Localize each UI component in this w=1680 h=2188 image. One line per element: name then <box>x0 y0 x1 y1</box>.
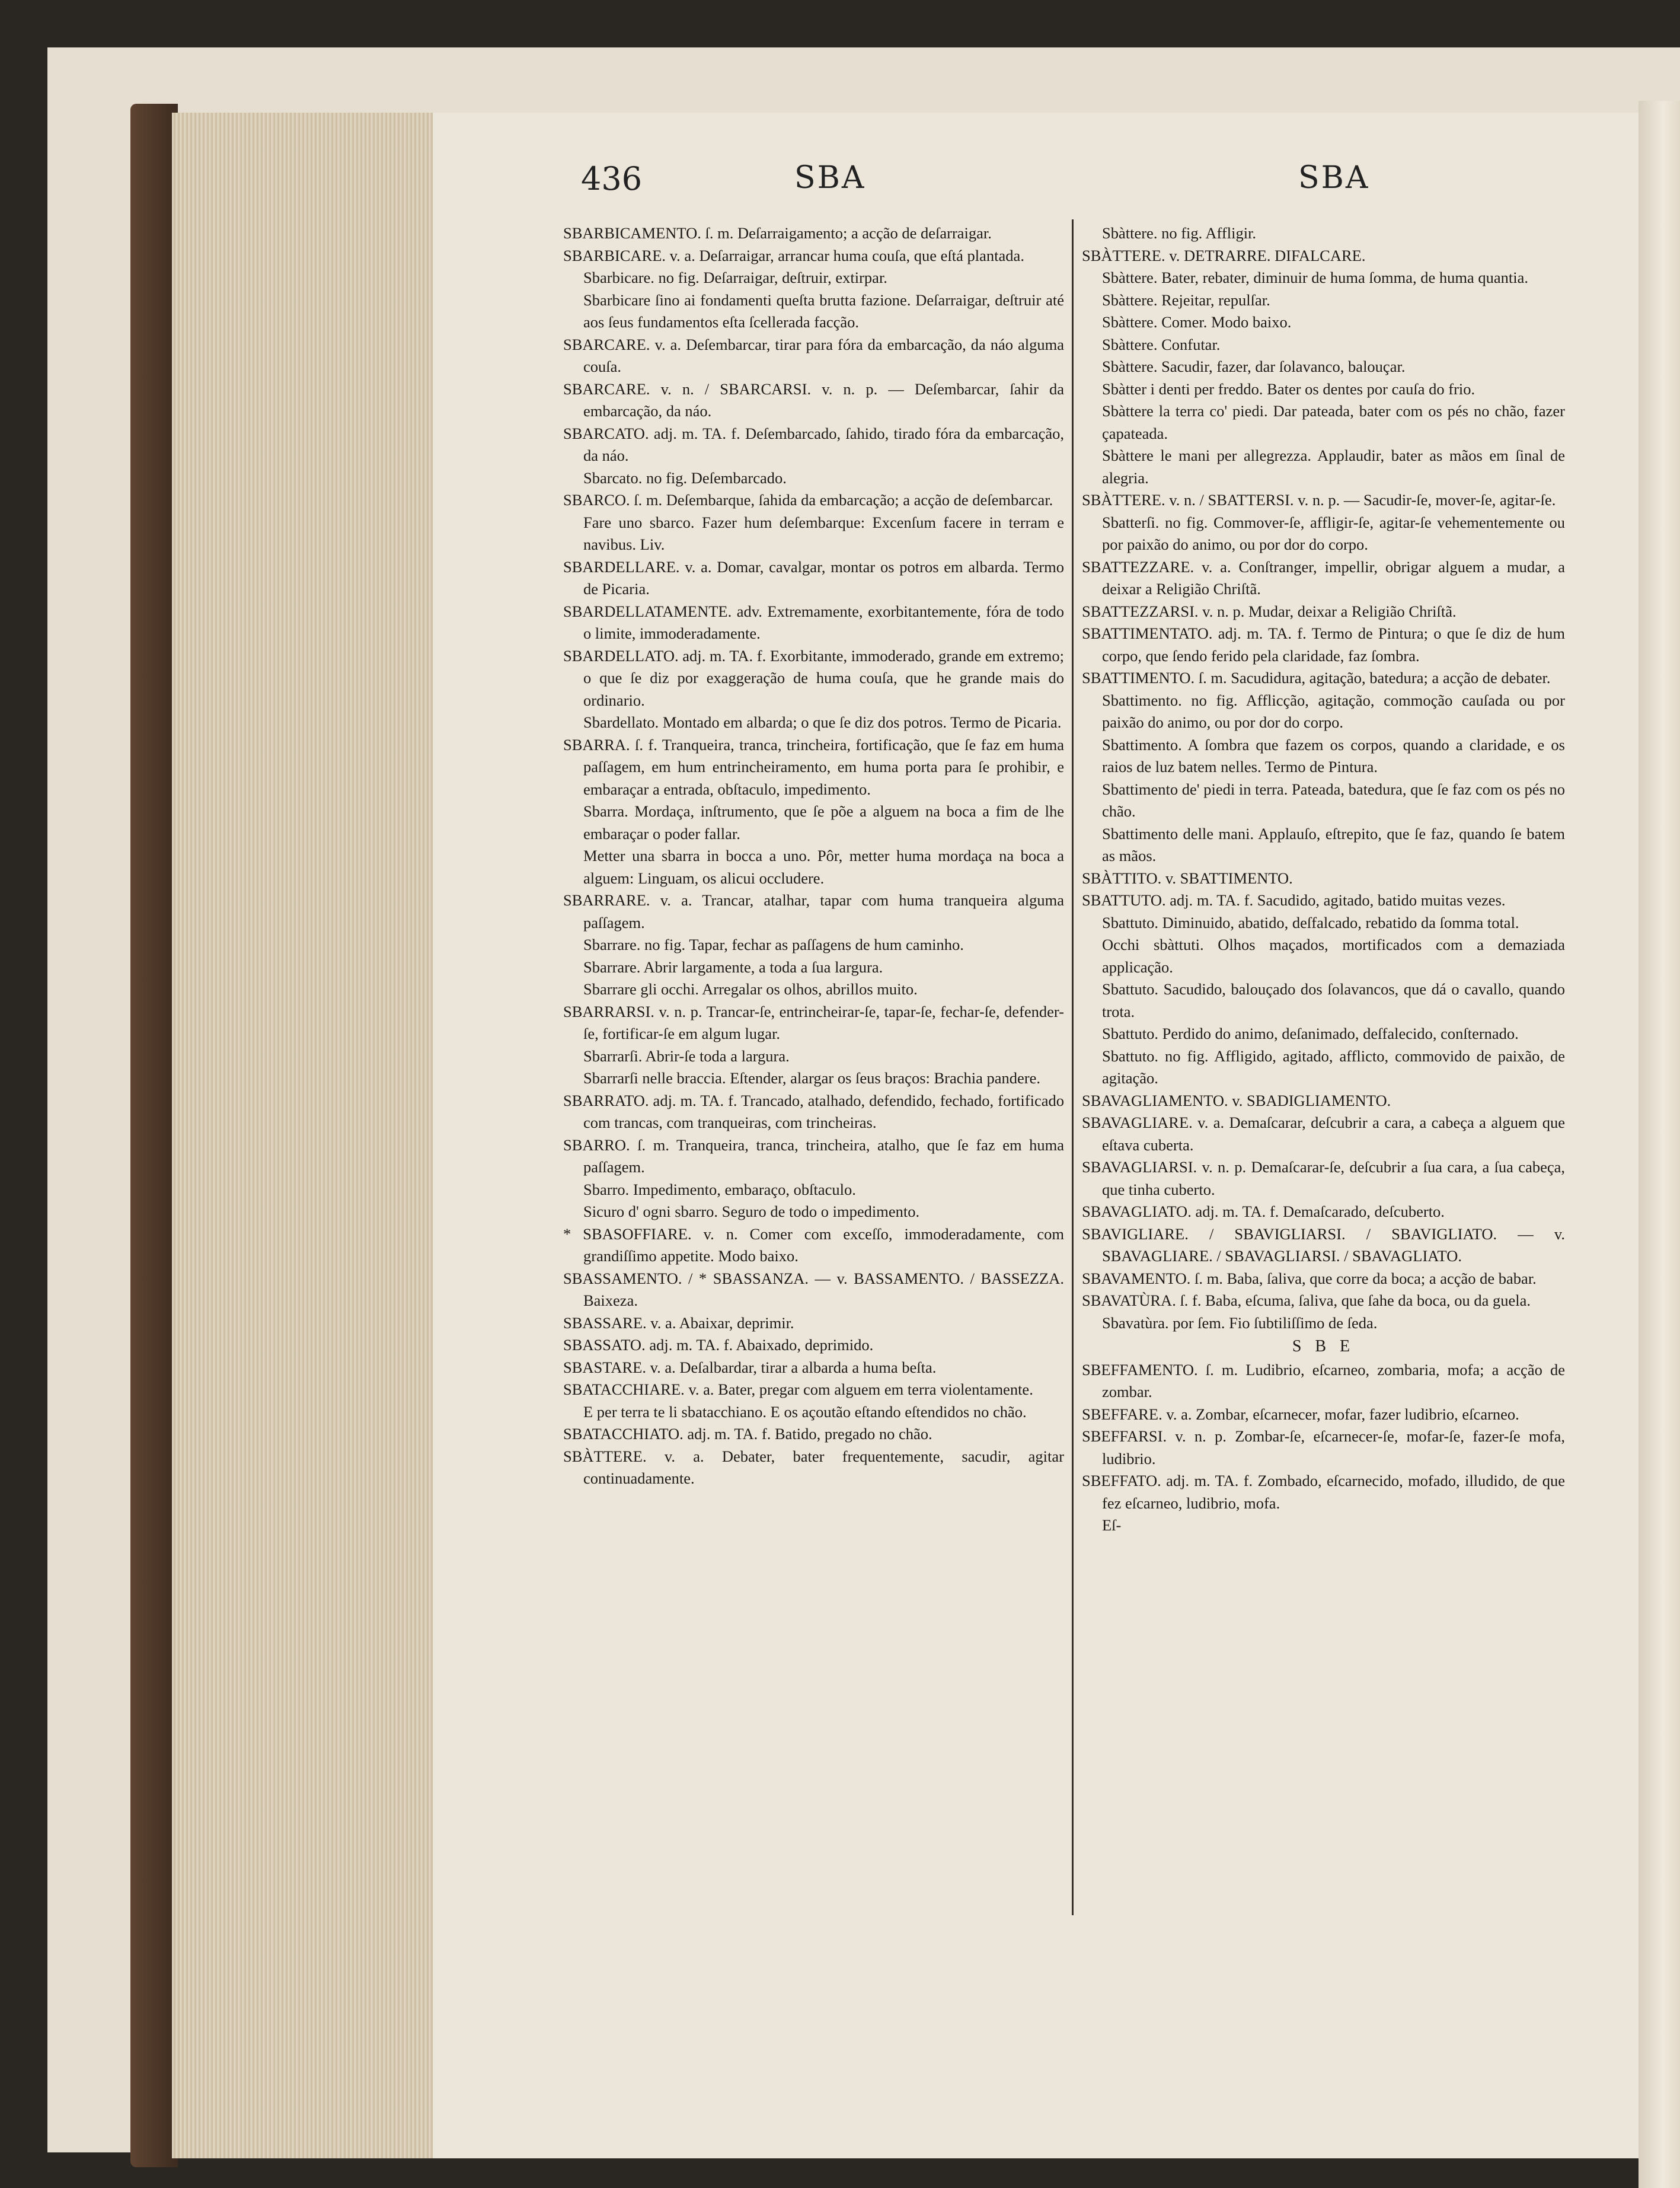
dictionary-entry: Sbàttere. no fig. Affligir. <box>1102 224 1257 242</box>
column-rule <box>1072 219 1074 1915</box>
dictionary-entry: Sbàttere. Comer. Modo baixo. <box>1102 313 1292 331</box>
dictionary-entry: SBAVAGLIATO. adj. m. TA. f. Demaſcarado, deſcuberto. <box>1082 1203 1445 1220</box>
dictionary-entry: SBÀTTERE. v. DETRARRE. DIFALCARE. <box>1082 246 1366 264</box>
dictionary-entry: Sbarrare gli occhi. Arregalar os olhos, abrillos muito. <box>583 980 918 998</box>
dictionary-entry: SBARCARE. v. n. / SBARCARSI. v. n. p. — Deſembarcar, ſahir da embarcação, da náo. <box>563 379 1064 420</box>
dictionary-entry: SBAVIGLIARE. / SBAVIGLIARSI. / SBAVIGLIATO. — v. SBAVAGLIARE. / SBAVAGLIARSI. / SBAVAGLIATO. <box>1082 1224 1565 1265</box>
dictionary-entry: Sbàttere. Sacudir, fazer, dar ſolavanco, balouçar. <box>1102 358 1406 375</box>
dictionary-entry: Sbarrarſi nelle braccia. Eſtender, alargar os ſeus braços: Brachia pandere. <box>583 1069 1040 1087</box>
dictionary-entry: Sbarra. Mordaça, inſtrumento, que ſe põe a alguem na boca a fim de lhe embaraçar o poder fallar. <box>583 802 1064 843</box>
next-page-edge <box>1639 101 1680 2188</box>
dictionary-entry: Sbarrarſi. Abrir-ſe toda a largura. <box>583 1047 790 1065</box>
running-head-right: SBA <box>1298 160 1370 196</box>
dictionary-entry: SBATTIMENTO. ſ. m. Sacudidura, agitação, batedura; a acção de debater. <box>1082 669 1551 687</box>
dictionary-entry: SBARBICARE. v. a. Deſarraigar, arrancar huma couſa, que eſtá plantada. <box>563 246 1024 264</box>
dictionary-entry: Sbàttere la terra co' piedi. Dar pateada, bater com os pés no chão, fazer çapateada. <box>1102 402 1565 442</box>
dictionary-entry: SBAVAGLIAMENTO. v. SBADIGLIAMENTO. <box>1082 1091 1391 1109</box>
dictionary-entry: SBARDELLARE. v. a. Domar, cavalgar, montar os potros em albarda. Termo de Picaria. <box>563 557 1064 598</box>
dictionary-entry: SBARCO. ſ. m. Deſembarque, ſahida da embarcação; a acção de deſembarcar. <box>563 491 1053 509</box>
dictionary-entry: SBARDELLATAMENTE. adv. Extremamente, exorbitantemente, fóra de todo o limite, immoderadamente. <box>563 602 1064 642</box>
dictionary-entry: Sbattuto. Perdido do animo, deſanimado, deſfalecido, conſternado. <box>1102 1025 1519 1042</box>
page-header <box>581 160 1490 213</box>
dictionary-entry: SBÀTTERE. v. n. / SBATTERSI. v. n. p. — Sacudir-ſe, mover-ſe, agitar-ſe. <box>1082 491 1556 509</box>
dictionary-entry: Metter una sbarra in bocca a uno. Pôr, metter huma mordaça na boca a alguem: Linguam, os alicui occludere. <box>583 847 1064 887</box>
dictionary-entry: Sbattuto. Sacudido, balouçado dos ſolavancos, que dá o cavallo, quando trota. <box>1102 980 1565 1020</box>
dictionary-entry: SBAVAMENTO. ſ. m. Baba, ſaliva, que corre da boca; a acção de babar. <box>1082 1269 1537 1287</box>
dictionary-entry: SBARRATO. adj. m. TA. f. Trancado, atalhado, defendido, fechado, fortificado com trancas, com tranqueiras, com trincheiras. <box>563 1091 1064 1131</box>
dictionary-entry: Sbarro. Impedimento, embaraço, obſtaculo. <box>583 1180 856 1198</box>
dictionary-entry: Sbàtter i denti per freddo. Bater os dentes por cauſa do frio. <box>1102 379 1475 398</box>
dictionary-entry: Sbarbicare ſino ai fondamenti queſta brutta fazione. Deſarraigar, deſtruir até aos ſeus fundamentos eſta ſcellerada facção. <box>583 291 1064 331</box>
dictionary-entry: SBEFFARE. v. a. Zombar, eſcarnecer, mofar, fazer ludibrio, eſcarneo. <box>1082 1405 1519 1423</box>
dictionary-entry: SBATTIMENTATO. adj. m. TA. f. Termo de Pintura; o que ſe diz de hum corpo, que ſendo ferido pela claridade, faz ſombra. <box>1082 624 1565 665</box>
dictionary-entry: * SBASOFFIARE. v. n. Comer com exceſſo, immoderadamente, com grandiſſimo appetite. Modo baixo. <box>563 1224 1064 1265</box>
dictionary-entry: Sbàttere le mani per allegrezza. Applaudir, bater as mãos em ſinal de alegria. <box>1102 446 1565 487</box>
dictionary-entry: SBÀTTITO. v. SBATTIMENTO. <box>1082 869 1293 887</box>
dictionary-entry: Sbattuto. no fig. Affligido, agitado, afflicto, commovido de paixão, de agitação. <box>1102 1047 1565 1087</box>
dictionary-entry: SBASSAMENTO. / * SBASSANZA. — v. BASSAMENTO. / BASSEZZA. Baixeza. <box>563 1269 1064 1309</box>
dictionary-entry: Sbardellato. Montado em albarda; o que ſe diz dos potros. Termo de Picaria. <box>583 713 1062 731</box>
dictionary-entry: SBARRARSI. v. n. p. Trancar-ſe, entrincheirar-ſe, tapar-ſe, fechar-ſe, defender-ſe, fortificar-ſe em algum lugar. <box>563 1002 1064 1042</box>
dictionary-entry: SBAVAGLIARE. v. a. Demaſcarar, deſcubrir a cara, a cabeça a alguem que eſtava cuberta. <box>1082 1114 1565 1154</box>
dictionary-entry: Sbarcato. no fig. Deſembarcado. <box>583 468 787 487</box>
dictionary-entry: SBAVATÙRA. ſ. f. Baba, eſcuma, ſaliva, que ſahe da boca, ou da guela. <box>1082 1291 1531 1309</box>
right-column <box>1082 222 1565 1930</box>
dictionary-entry: SBARDELLATO. adj. m. TA. f. Exorbitante, immoderado, grande em extremo; o que ſe diz por exaggeração de huma couſa, que he grande mais do ordinario. <box>563 646 1064 709</box>
dictionary-entry: SBATTEZZARSI. v. n. p. Mudar, deixar a Religião Chriſtã. <box>1082 602 1457 620</box>
dictionary-entry: Sbàttere. Rejeitar, repulſar. <box>1102 291 1270 309</box>
dictionary-entry: SBEFFAMENTO. ſ. m. Ludibrio, eſcarneo, zombaria, mofa; a acção de zombar. <box>1082 1360 1565 1401</box>
dictionary-entry: SBEFFARSI. v. n. p. Zombar-ſe, eſcarnecer-ſe, mofar-ſe, fazer-ſe mofa, ludibrio. <box>1082 1427 1565 1468</box>
dictionary-entry: Sbàttere. Bater, rebater, diminuir de huma ſomma, de huma quantia. <box>1102 269 1529 286</box>
page-number: 436 <box>581 160 643 197</box>
dictionary-entry: Sbattimento. A ſombra que fazem os corpos, quando a claridade, e os raios de luz batem nelles. Termo de Pintura. <box>1102 735 1565 776</box>
dictionary-entry: Sbarbicare. no fig. Deſarraigar, deſtruir, extirpar. <box>583 269 887 286</box>
page-edges <box>172 113 434 2158</box>
dictionary-entry: Sicuro d' ogni sbarro. Seguro de todo o impedimento. <box>583 1203 920 1220</box>
dictionary-entry: Occhi sbàttuti. Olhos maçados, mortificados com a demaziada applicação. <box>1102 936 1565 976</box>
dictionary-entry: Sbàttere. Confutar. <box>1102 335 1221 353</box>
dictionary-entry: SBAVAGLIARSI. v. n. p. Demaſcarar-ſe, deſcubrir a ſua cara, a ſua cabeça, que tinha cuberto. <box>1082 1158 1565 1198</box>
dictionary-entry: Eſ- <box>1102 1516 1122 1534</box>
dictionary-entry: Fare uno sbarco. Fazer hum deſembarque: Excenſum facere in terram e navibus. Liv. <box>583 513 1064 553</box>
dictionary-entry: SBASSATO. adj. m. TA. f. Abaixado, deprimido. <box>563 1336 874 1354</box>
dictionary-entry: Sbattimento delle mani. Applauſo, eſtrepito, que ſe faz, quando ſe batem as mãos. <box>1102 824 1565 865</box>
dictionary-entry: Sbarrare. no fig. Tapar, fechar as paſſagens de hum caminho. <box>583 936 964 953</box>
dictionary-entry: Sbattimento de' piedi in terra. Pateada, batedura, que ſe faz com os pés no chão. <box>1102 780 1565 820</box>
dictionary-entry: SBASSARE. v. a. Abaixar, deprimir. <box>563 1313 794 1332</box>
dictionary-entry: SBATACCHIATO. adj. m. TA. f. Batido, pregado no chão. <box>563 1425 932 1443</box>
dictionary-entry: Sbattimento. no fig. Afflicção, agitação, commoção cauſada ou por paixão do animo, ou por dor do corpo. <box>1102 691 1565 731</box>
dictionary-entry: E per terra te li sbatacchiano. E os açoutão eſtando eſtendidos no chão. <box>583 1402 1027 1421</box>
dictionary-entry: SBARRO. ſ. m. Tranqueira, tranca, trincheira, atalho, que ſe faz em huma paſſagem. <box>563 1136 1064 1176</box>
book-cover <box>130 104 178 2167</box>
running-head-left: SBA <box>794 160 866 196</box>
dictionary-entry: SBATACCHIARE. v. a. Bater, pregar com alguem em terra violentamente. <box>563 1380 1033 1398</box>
dictionary-entry: Sbatterſi. no fig. Commover-ſe, affligir-ſe, agitar-ſe vehementemente ou por paixão do animo, ou por dor do corpo. <box>1102 513 1565 553</box>
section-heading: S B E <box>1292 1337 1355 1355</box>
dictionary-entry: SBARCARE. v. a. Deſembarcar, tirar para fóra da embarcação, da náo alguma couſa. <box>563 335 1064 375</box>
dictionary-entry: SBARRARE. v. a. Trancar, atalhar, tapar com huma tranqueira alguma paſſagem. <box>563 891 1064 932</box>
dictionary-entry: SBARBICAMENTO. ſ. m. Deſarraigamento; a acção de deſarraigar. <box>563 224 992 242</box>
dictionary-entry: SBATTUTO. adj. m. TA. f. Sacudido, agitado, batido muitas vezes. <box>1082 891 1506 909</box>
dictionary-entry: SBATTEZZARE. v. a. Conſtranger, impellir, obrigar alguem a mudar, a deixar a Religião Chriſtã. <box>1082 557 1565 598</box>
dictionary-entry: SBÀTTERE. v. a. Debater, bater frequentemente, sacudir, agitar continuadamente. <box>563 1447 1064 1487</box>
left-column <box>563 222 1064 1930</box>
dictionary-entry: SBEFFATO. adj. m. TA. f. Zombado, eſcarnecido, mofado, illudido, de que fez eſcarneo, ludibrio, mofa. <box>1082 1472 1565 1512</box>
dictionary-entry: Sbattuto. Diminuido, abatido, deſfalcado, rebatido da ſomma total. <box>1102 913 1519 932</box>
dictionary-entry: SBARCATO. adj. m. TA. f. Deſembarcado, ſahido, tirado fóra da embarcação, da náo. <box>563 424 1064 464</box>
dictionary-entry: SBARRA. ſ. f. Tranqueira, tranca, trincheira, fortificação, que ſe faz em huma paſſagem, em hum entrincheiramento, em huma porta para ſe prohibir, e embaraçar a entrada, obſtaculo, impedimento. <box>563 735 1064 798</box>
dictionary-entry: SBASTARE. v. a. Deſalbardar, tirar a albarda a huma beſta. <box>563 1358 937 1376</box>
dictionary-entry: Sbavatùra. por ſem. Fio ſubtiliſſimo de ſeda. <box>1102 1313 1378 1332</box>
dictionary-entry: Sbarrare. Abrir largamente, a toda a ſua largura. <box>583 958 883 976</box>
